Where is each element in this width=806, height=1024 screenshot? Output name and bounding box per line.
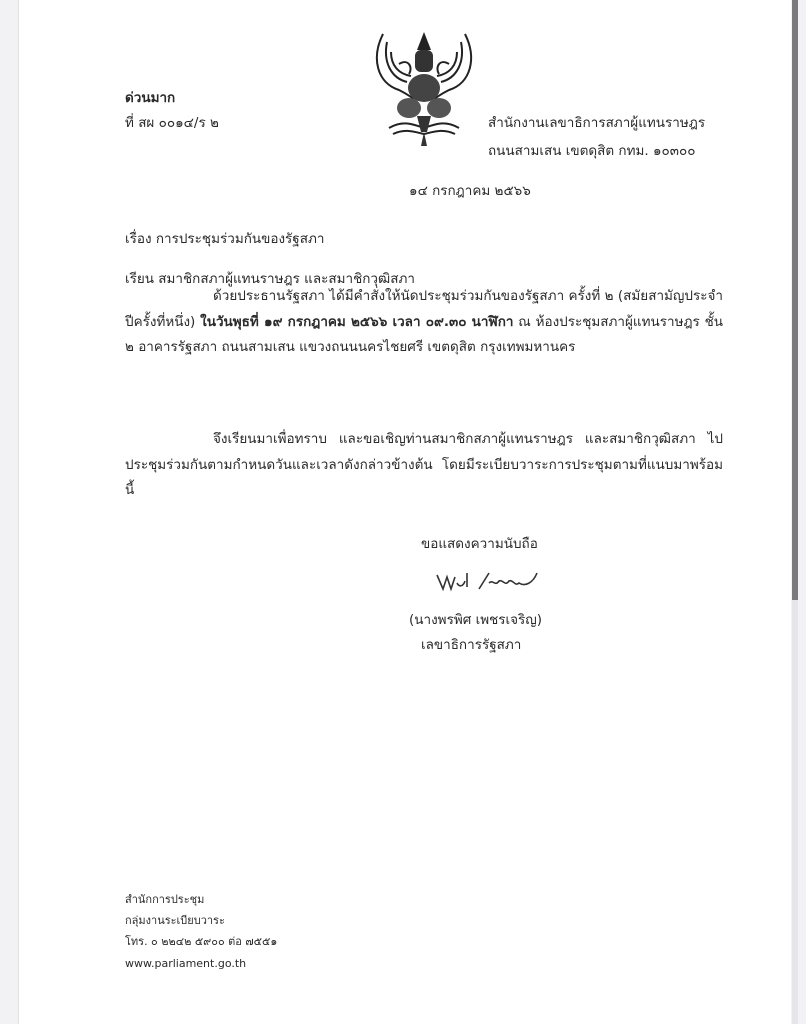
- document-page: [18, 0, 791, 1024]
- body-paragraph-2: [125, 427, 723, 504]
- office-address: ถนนสามเสน เขตดุสิต กทม. ๑๐๓๐๐: [488, 143, 696, 159]
- footer-group: กลุ่มงานระเบียบวาระ: [125, 914, 225, 927]
- paragraph-1-text: ด้วยประธานรัฐสภา ได้มีคำสั่งให้นัดประชุมร่วมกันของรัฐสภา ครั้งที่ ๒ (สมัยสามัญประจำปีครั้งที่หนึ่ง): [125, 288, 723, 330]
- meeting-datetime: ในวันพุธที่ ๑๙ กรกฎาคม ๒๕๖๖ เวลา ๐๙.๓๐ นาฬิกา: [200, 313, 514, 330]
- office-name: สำนักงานเลขาธิการสภาผู้แทนราษฎร: [488, 115, 706, 131]
- signatory-position: เลขาธิการรัฐสภา: [421, 637, 522, 653]
- garuda-emblem-icon: [369, 28, 479, 148]
- body-paragraph-1: [125, 284, 723, 361]
- document-date: ๑๔ กรกฎาคม ๒๕๖๖: [409, 183, 531, 199]
- signatory-name: (นางพรพิศ เพชรเจริญ): [409, 612, 543, 628]
- reference-number: ที่ สผ ๐๐๑๔/ร ๒: [125, 115, 219, 131]
- footer-phone: โทร. ๐ ๒๒๔๒ ๕๙๐๐ ต่อ ๗๕๕๑: [125, 935, 278, 948]
- scrollbar[interactable]: [792, 0, 798, 1024]
- footer-website: www.parliament.go.th: [125, 957, 247, 970]
- paragraph-1-location: ณ ห้องประชุมสภาผู้แทนราษฎร ชั้น ๒ อาคารรัฐสภา ถนนสามเสน แขวงถนนนครไชยศรี เขตดุสิต กรุงเทพมหานคร: [125, 313, 723, 355]
- paragraph-2-text: จึงเรียนมาเพื่อทราบ และขอเชิญท่านสมาชิกสภาผู้แทนราษฎร และสมาชิกวุฒิสภา ไปประชุมร่วมกันตามกำหนดวันและเวลาดังกล่าวข้างต้น โดยมีระเบียบวาระการประชุมตามที่แนบมาพร้อมนี้: [125, 431, 723, 498]
- scrollbar-thumb[interactable]: [792, 0, 798, 600]
- addressee-line: เรียน สมาชิกสภาผู้แทนราษฎร และสมาชิกวุฒิสภา: [125, 271, 415, 287]
- closing-salutation: ขอแสดงความนับถือ: [421, 536, 538, 552]
- footer-department: สำนักการประชุม: [125, 893, 205, 906]
- signature-icon: [433, 569, 543, 595]
- urgency-label: ด่วนมาก: [125, 90, 176, 106]
- subject-line: เรื่อง การประชุมร่วมกันของรัฐสภา: [125, 231, 325, 247]
